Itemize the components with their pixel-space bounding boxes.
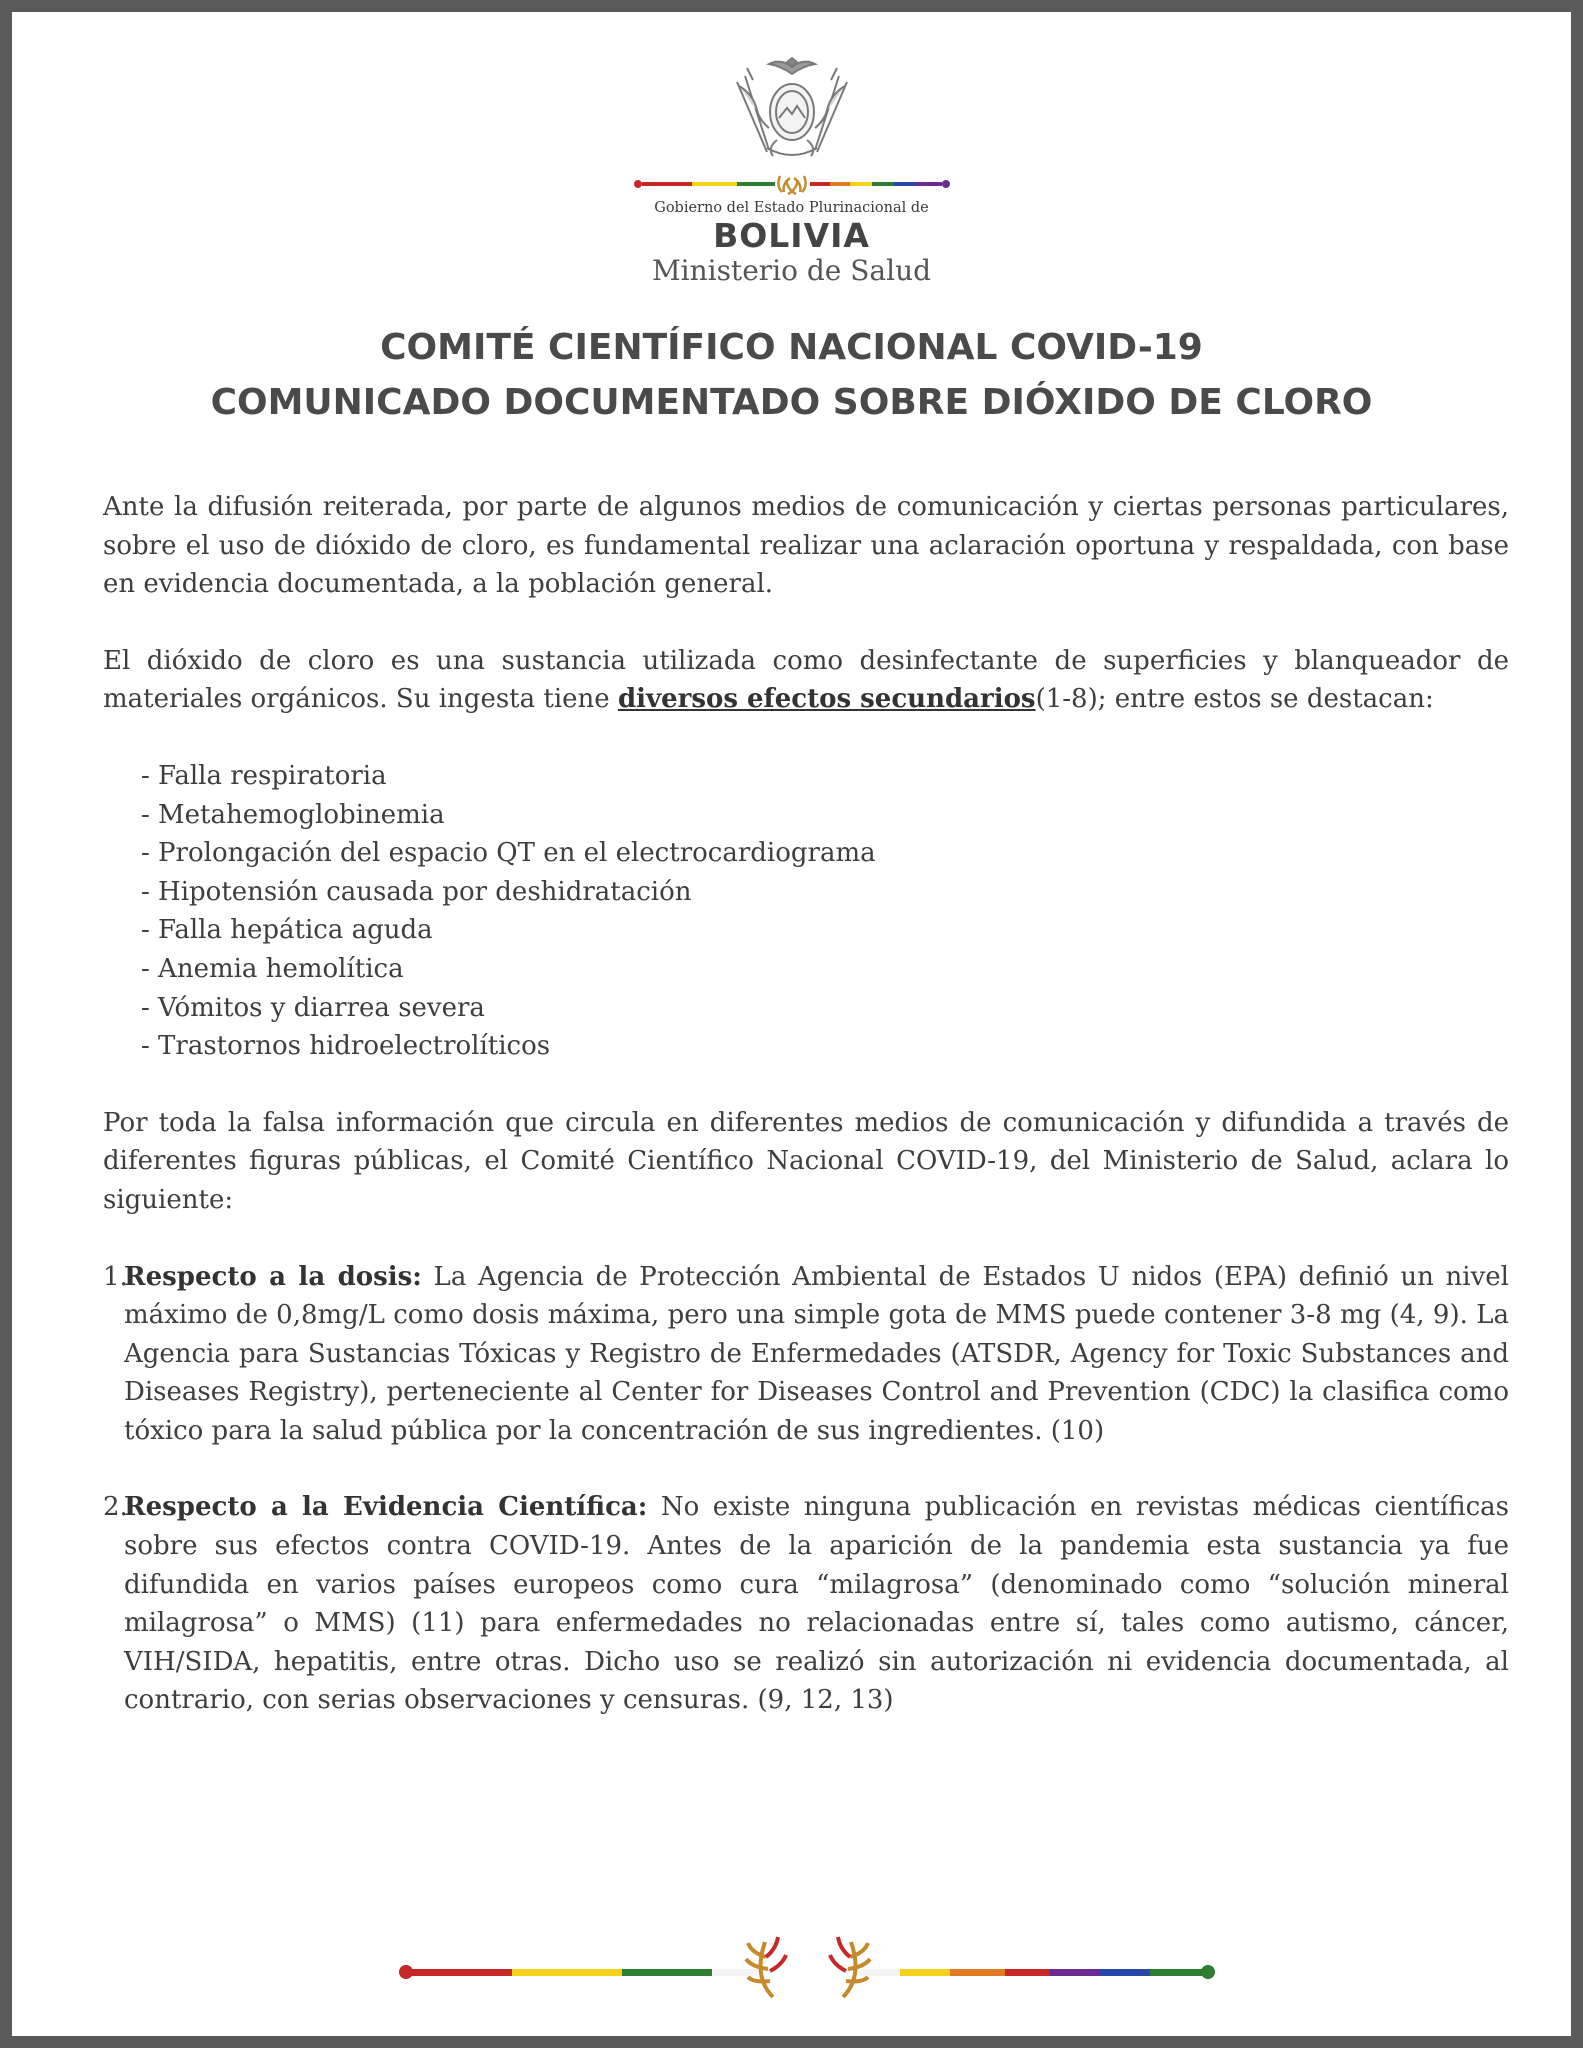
point-heading: Respecto a la dosis:	[124, 1261, 422, 1292]
ministry-name: Ministerio de Salud	[651, 254, 932, 287]
clarification-paragraph: Por toda la falsa información que circula en diferentes medios de comunicación y difundida a través de diferentes figuras públicas, el Comité Científico Nacional COVID-19, del Ministerio de Salud, aclara lo siguiente:	[103, 1107, 1509, 1215]
effects-text-pre: El dióxido de cloro es una sustancia utilizada como desinfectante de superficies y blanqueador de materiales orgánicos. Su ingesta tiene	[103, 645, 1509, 715]
effects-list	[103, 757, 1509, 1066]
list-item: - Prolongación del espacio QT en el electrocardiograma	[141, 838, 876, 869]
country-name: BOLIVIA	[713, 216, 870, 255]
bolivia-coat-of-arms-icon	[717, 52, 867, 164]
point-evidence	[103, 1488, 1509, 1720]
letterhead	[12, 52, 1571, 288]
point-heading: Respecto a la Evidencia Científica:	[124, 1492, 648, 1523]
flag-ornament-line	[632, 172, 952, 196]
list-item: - Metahemoglobinemia	[141, 799, 445, 830]
clarification-points	[103, 1258, 1509, 1721]
point-number: 1.	[103, 1261, 128, 1292]
effects-paragraph	[103, 642, 1509, 719]
title-line-2: COMUNICADO DOCUMENTADO SOBRE DIÓXIDO DE CLORO	[210, 382, 1373, 423]
list-item: - Falla hepática aguda	[141, 915, 433, 946]
government-line: Gobierno del Estado Plurinacional de	[654, 200, 929, 216]
point-text: No existe ninguna publicación en revistas médicas científicas sobre sus efectos contra COVID-19. Antes de la aparición de la pandemia esta sustancia ya fue difundida en varios países europeos como cura “milagrosa” (denominado como “solución mineral milagrosa” o MMS) (11) para enfermedades no relacionadas entre sí, tales como autismo, cáncer, VIH/SIDA, hepatitis, entre otras. Dicho uso se realizó sin autorización ni evidencia documentada, al contrario, con serias observaciones y censuras. (9, 12, 13)	[124, 1492, 1510, 1716]
list-item: - Anemia hemolítica	[141, 953, 404, 984]
title-line-1: COMITÉ CIENTÍFICO NACIONAL COVID-19	[380, 327, 1203, 368]
document-title	[12, 320, 1571, 430]
list-item: - Hipotensión causada por deshidratación	[141, 876, 692, 907]
wheat-laurel-icon	[746, 1937, 870, 1997]
list-item: - Vómitos y diarrea severa	[141, 992, 485, 1023]
list-item: - Falla respiratoria	[141, 760, 387, 791]
effects-text-post: (1-8); entre estos se destacan:	[1035, 684, 1434, 715]
point-dose	[103, 1258, 1509, 1451]
effects-highlight: diversos efectos secundarios	[617, 684, 1036, 715]
footer-ornament	[398, 1927, 1218, 2007]
list-item: - Trastornos hidroelectrolíticos	[141, 1031, 551, 1062]
point-text: La Agencia de Protección Ambiental de Estados U nidos (EPA) definió un nivel máximo de 0,8mg/L como dosis máxima, pero una simple gota de MMS puede contener 3-8 mg (4, 9). La Agencia para Sustancias Tóxicas y Registro de Enfermedades (ATSDR, Agency for Toxic Substances and Diseases Registry), perteneciente al Center for Diseases Control and Prevention (CDC) la clasifica como tóxico para la salud pública por la concentración de sus ingredientes. (10)	[124, 1261, 1509, 1446]
document-body	[103, 488, 1509, 1720]
intro-paragraph: Ante la difusión reiterada, por parte de algunos medios de comunicación y ciertas personas particulares, sobre el uso de dióxido de cloro, es fundamental realizar una aclaración oportuna y respaldada, con base en evidencia documentada, a la población general.	[103, 492, 1509, 600]
point-number: 2.	[103, 1492, 128, 1523]
